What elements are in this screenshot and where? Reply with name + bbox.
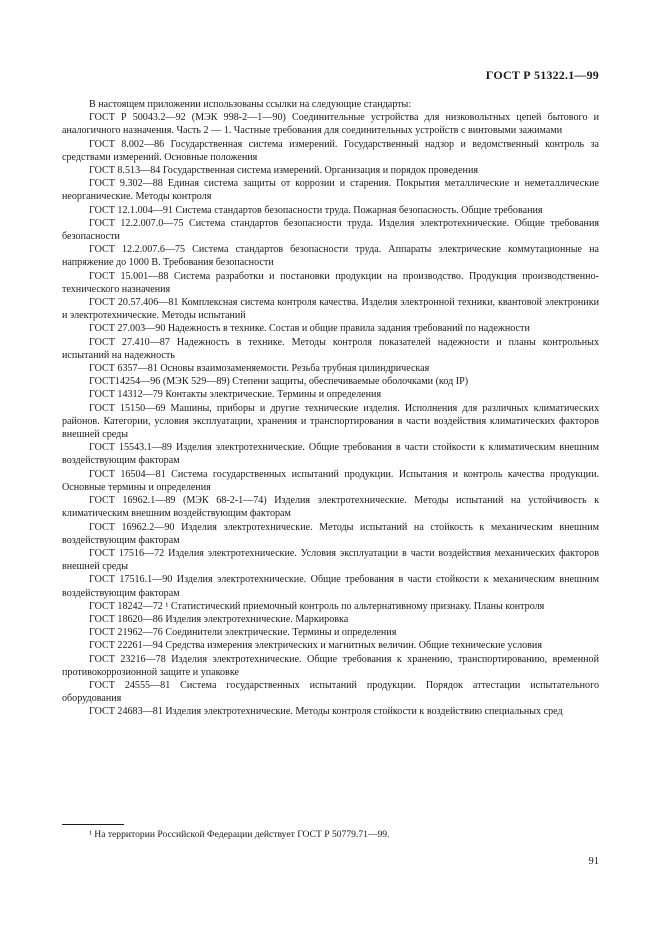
reference-item: ГОСТ 6357—81 Основы взаимозаменяемости. Резьба трубная цилиндрическая	[89, 363, 430, 375]
reference-item: ГОСТ14254—96 (МЭК 529—89) Степени защиты, обеспечиваемые оболочками (код IP)	[89, 376, 469, 388]
reference-item: ГОСТ 27.003—90 Надежность в технике. Состав и общие правила задания требований по надежности	[89, 323, 530, 335]
reference-item: ГОСТ 12.1.004—91 Система стандартов безопасности труда. Пожарная безопасность. Общие требования	[89, 204, 543, 216]
reference-item: ГОСТ 15.001—88 Система разработки и постановки продукции на производство. Продукция производственно-технического назначения	[62, 270, 599, 295]
footnote-divider	[62, 824, 124, 825]
reference-item: ГОСТ 14312—79 Контакты электрические. Термины и определения	[89, 389, 382, 401]
reference-item: ГОСТ 24683—81 Изделия электротехнические. Методы контроля стойкости к воздействию специальных сред	[89, 706, 563, 718]
reference-item: ГОСТ 12.2.007.0—75 Система стандартов безопасности труда. Изделия электротехнические. Общие требования безопасности	[62, 217, 599, 243]
document-header: ГОСТ Р 51322.1—99	[485, 68, 599, 82]
reference-item: ГОСТ 24555—81 Система государственных испытаний продукции. Порядок аттестации испытательного оборудования	[62, 679, 599, 705]
reference-item: ГОСТ 17516.1—90 Изделия электротехнические. Общие требования в части стойкости к механическим внешним воздействующим факторам	[62, 574, 599, 599]
reference-item: ГОСТ Р 50043.2—92 (МЭК 998-2—1—90) Соединительные устройства для низковольтных цепей бытового и аналогичного назначения. Часть 2 — 1. Частные требования для соединительных устройств с винтовыми зажимами	[62, 112, 599, 137]
reference-item: ГОСТ 22261—94 Средства измерения электрических и магнитных величин. Общие технические условия	[89, 640, 542, 652]
footnote: ¹ На территории Российской Федерации действует ГОСТ Р 50779.71—99.	[89, 829, 390, 840]
reference-item: ГОСТ 17516—72 Изделия электротехнические. Условия эксплуатации в части воздействия механических факторов внешней среды	[62, 547, 599, 573]
reference-item: ГОСТ 16962.2—90 Изделия электротехнические. Методы испытаний на стойкость к механическим внешним воздействующим факторам	[62, 521, 599, 546]
reference-item: ГОСТ 8.002—86 Государственная система измерений. Государственный надзор и ведомственный контроль за средствами измерений. Основные положения	[62, 138, 599, 163]
reference-item: ГОСТ 18620—86 Изделия электротехнические. Маркировка	[89, 613, 349, 625]
reference-item: ГОСТ 27.410—87 Надежность в технике. Методы контроля показателей надежности и планы контрольных испытаний на надежность	[62, 336, 599, 361]
reference-item: ГОСТ 16504—81 Система государственных испытаний продукции. Испытания и контроль качества продукции. Основные термины и определения	[62, 468, 599, 493]
reference-item: ГОСТ 21962—76 Соединители электрические. Термины и определения	[89, 627, 397, 639]
reference-item: ГОСТ 18242—72 ¹ Статистический приемочный контроль по альтернативному признаку. Планы контроля	[89, 600, 545, 612]
reference-item: ГОСТ 12.2.007.6—75 Система стандартов безопасности труда. Аппараты электрические коммутационные на напряжение до 1000 В. Требования безопасности	[62, 244, 599, 269]
references-list	[62, 98, 599, 719]
reference-item: ГОСТ 9.302—88 Единая система защиты от коррозии и старения. Покрытия металлические и неметаллические неорганические. Методы контроля	[62, 178, 599, 203]
reference-item: ГОСТ 16962.1—89 (МЭК 68-2-1—74) Изделия электротехнические. Методы испытаний на устойчивость к климатическим внешним воздействующим факторам	[62, 495, 599, 520]
reference-item: ГОСТ 8.513—84 Государственная система измерений. Организация и порядок проведения	[89, 165, 478, 177]
page-number: 91	[588, 856, 599, 867]
intro-paragraph: В настоящем приложении использованы ссылки на следующие стандарты:	[89, 99, 412, 110]
reference-item: ГОСТ 23216—78 Изделия электротехнические. Общие требования к хранению, транспортированию, временной противокоррозионной защите и упаковке	[62, 653, 599, 678]
reference-item: ГОСТ 15150—69 Машины, приборы и другие технические изделия. Исполнения для различных климатических районов. Категории, условия эксплуатации, хранения и транспортирования в части воздействия климатических факторов внешней среды	[62, 402, 599, 441]
reference-item: ГОСТ 20.57.406—81 Комплексная система контроля качества. Изделия электронной техники, квантовой электроники и электротехнические. Методы испытаний	[62, 297, 599, 322]
reference-item: ГОСТ 15543.1—89 Изделия электротехнические. Общие требования в части стойкости к климатическим внешним воздействующим факторам	[62, 442, 599, 467]
